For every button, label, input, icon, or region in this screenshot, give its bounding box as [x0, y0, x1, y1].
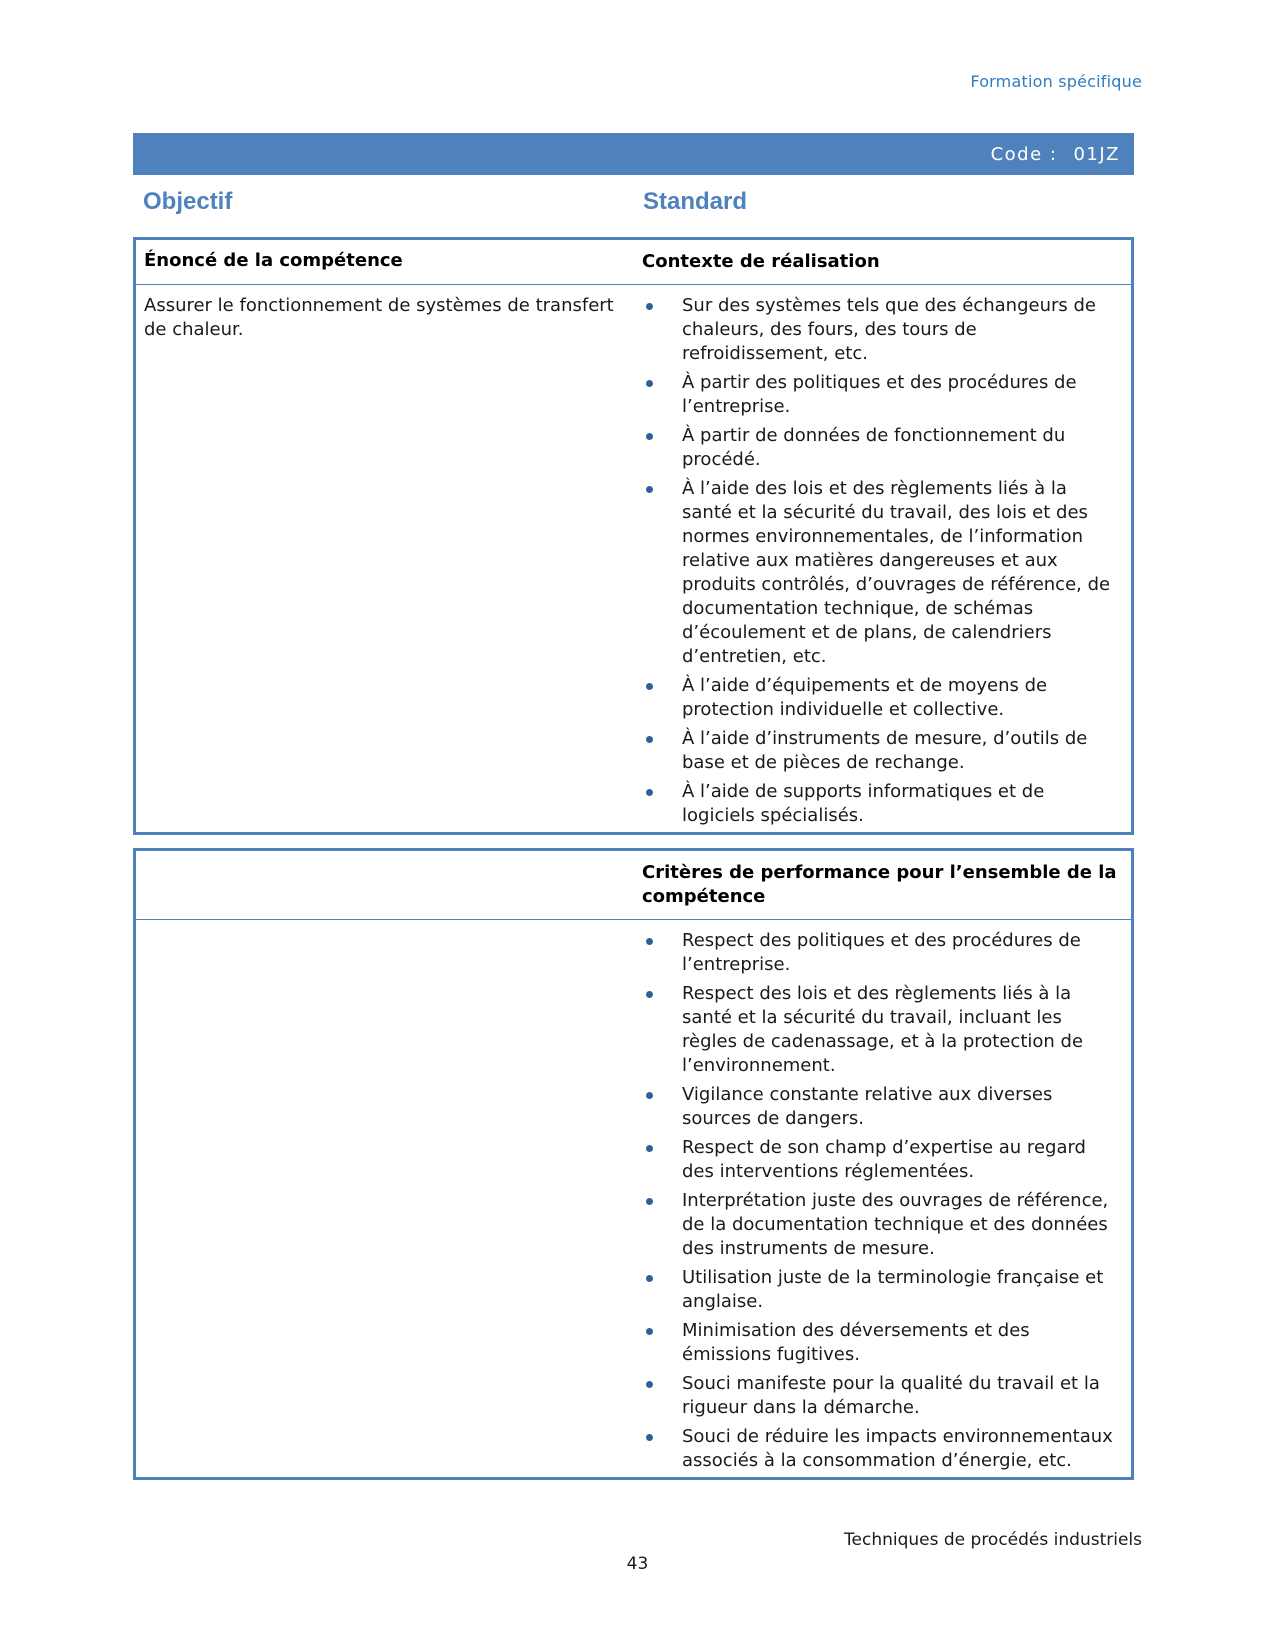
table-header-row [136, 851, 1131, 920]
footer-program: Techniques de procédés industriels [844, 1530, 1142, 1550]
code-value: 01JZ [1073, 143, 1120, 165]
bullet-icon [646, 1092, 653, 1099]
list-item: Sur des systèmes tels que des échangeurs de chaleurs, des fours, des tours de refroidissement, etc. [642, 294, 1122, 366]
criteria-list [642, 929, 1122, 1478]
enonce-header: Énoncé de la compétence [144, 250, 403, 271]
bullet-icon [646, 1145, 653, 1152]
column-titles [143, 188, 1123, 224]
bullet-icon [646, 486, 653, 493]
bullet-icon [646, 303, 653, 310]
list-item: À l’aide d’équipements et de moyens de protection individuelle et collective. [642, 674, 1122, 722]
objectif-title: Objectif [143, 188, 233, 215]
code-label: Code : [990, 143, 1058, 165]
section-header: Formation spécifique [970, 72, 1142, 91]
page-number: 43 [626, 1554, 649, 1574]
list-item: À l’aide de supports informatiques et de logiciels spécialisés. [642, 780, 1122, 828]
bullet-icon [646, 736, 653, 743]
bullet-icon [646, 789, 653, 796]
bullet-icon [646, 1434, 653, 1441]
bullet-icon [646, 991, 653, 998]
list-item: À l’aide des lois et des règlements liés à la santé et la sécurité du travail, des lois et des normes environnementales, de l’information relative aux matières dangereuses et aux produits contrôlés, d’ouvrages de référence, de documentation technique, de schémas d’écoulement et de plans, de calendriers d’entretien, etc. [642, 477, 1122, 669]
list-item: Respect de son champ d’expertise au regard des interventions réglementées. [642, 1136, 1122, 1184]
list-item: Utilisation juste de la terminologie française et anglaise. [642, 1266, 1122, 1314]
context-list [642, 294, 1122, 833]
bullet-icon [646, 380, 653, 387]
bullet-icon [646, 683, 653, 690]
bullet-icon [646, 1328, 653, 1335]
code-bar [133, 133, 1134, 175]
contexte-header: Contexte de réalisation [642, 251, 880, 272]
bullet-icon [646, 938, 653, 945]
list-item: Souci de réduire les impacts environnementaux associés à la consommation d’énergie, etc. [642, 1425, 1122, 1473]
context-table [133, 237, 1134, 835]
list-item: À l’aide d’instruments de mesure, d’outils de base et de pièces de rechange. [642, 727, 1122, 775]
list-item: Interprétation juste des ouvrages de référence, de la documentation technique et des données des instruments de mesure. [642, 1189, 1122, 1261]
list-item: Vigilance constante relative aux diverses sources de dangers. [642, 1083, 1122, 1131]
criteria-table [133, 848, 1134, 1480]
bullet-icon [646, 1275, 653, 1282]
table-header-row [136, 240, 1131, 285]
bullet-icon [646, 1198, 653, 1205]
bullet-icon [646, 433, 653, 440]
list-item: À partir de données de fonctionnement du procédé. [642, 424, 1122, 472]
list-item: Respect des lois et des règlements liés à la santé et la sécurité du travail, incluant les règles de cadenassage, et à la protection de l’environnement. [642, 982, 1122, 1078]
bullet-icon [646, 1381, 653, 1388]
list-item: Respect des politiques et des procédures de l’entreprise. [642, 929, 1122, 977]
criteres-header: Critères de performance pour l’ensemble de la compétence [642, 862, 1117, 907]
list-item: Souci manifeste pour la qualité du travail et la rigueur dans la démarche. [642, 1372, 1122, 1420]
list-item: Minimisation des déversements et des émissions fugitives. [642, 1319, 1122, 1367]
list-item: À partir des politiques et des procédures de l’entreprise. [642, 371, 1122, 419]
competence-statement: Assurer le fonctionnement de systèmes de transfert de chaleur. [144, 295, 614, 340]
standard-title: Standard [643, 188, 748, 215]
